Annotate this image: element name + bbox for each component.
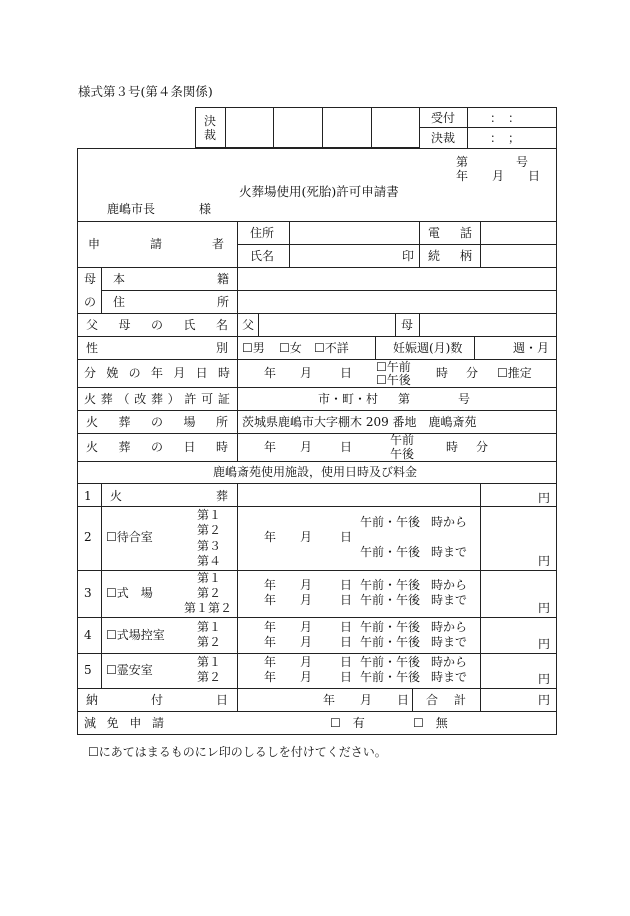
- facilities-header: 鹿嶋斎苑使用施設，使用日時及び料金: [213, 465, 418, 479]
- facility-month: 月: [300, 635, 313, 649]
- number-label: 第 号: [456, 155, 529, 169]
- facility-until: 時まで: [431, 593, 468, 607]
- facility-slot: 第４: [197, 554, 222, 568]
- facility-slot: 第２: [197, 523, 222, 537]
- facility-ampm: 午前・午後: [360, 593, 421, 607]
- datetime-am: 午前: [390, 433, 415, 447]
- honorific: 様: [199, 202, 212, 216]
- place-value: 茨城県鹿嶋市大字棚木 209 番地 鹿嶋斎苑: [242, 415, 477, 429]
- facility-from: 時から: [431, 620, 468, 634]
- total-label: 合 計: [426, 693, 466, 707]
- facility-day: 日: [340, 620, 353, 634]
- delivery-label: 分 娩 の 年 月 日 時: [84, 366, 230, 380]
- facility-day: 日: [340, 635, 353, 649]
- facility-year: 年: [264, 530, 277, 544]
- facility-ampm: 午前・午後: [360, 545, 421, 559]
- facility-slot: 第２: [197, 635, 222, 649]
- facility-no: 3: [84, 586, 92, 600]
- delivery-am: ☐午前: [376, 360, 411, 374]
- facility-year: 年: [264, 578, 277, 592]
- delivery-month: 月: [300, 366, 313, 380]
- phone-label: 電 話: [428, 226, 472, 240]
- mother-label-1: 母: [84, 272, 97, 286]
- received-label: 受付: [431, 111, 456, 125]
- facility-fee-currency: 円: [538, 601, 551, 615]
- datetime-day: 日: [340, 440, 353, 454]
- facility-month: 月: [300, 578, 313, 592]
- facility-year: 年: [264, 655, 277, 669]
- delivery-estimated: ☐推定: [497, 366, 532, 380]
- name-label: 氏名: [250, 249, 275, 263]
- weeks-months: 週・月: [513, 341, 550, 355]
- form-title: 火葬場使用(死胎)許可申請書: [239, 184, 399, 199]
- mother-name-label: 母: [401, 318, 414, 332]
- delivery-year: 年: [264, 366, 277, 380]
- delivery-hour: 時: [436, 366, 449, 380]
- decided-time: ： ；: [490, 131, 521, 145]
- facility-ampm: 午前・午後: [360, 620, 421, 634]
- facility-from: 時から: [431, 655, 468, 669]
- facility-until: 時まで: [431, 545, 468, 559]
- address-label: 住所: [250, 226, 275, 240]
- decided-label: 決裁: [431, 131, 456, 145]
- seal-mark: 印: [402, 249, 415, 263]
- facility-ampm: 午前・午後: [360, 515, 421, 529]
- delivery-minute: 分: [466, 366, 479, 380]
- sex-female: ☐女: [279, 341, 302, 355]
- facility-year: 年: [264, 620, 277, 634]
- footnote: ☐にあてはまるものにレ印のしるしを付けてください。: [88, 745, 387, 759]
- datetime-label: 火 葬 の 日 時: [86, 440, 228, 454]
- facility-ampm: 午前・午後: [360, 670, 421, 684]
- facility-slot: 第１: [197, 620, 222, 634]
- permit-number: 第 号: [398, 392, 471, 406]
- approval-label: 決裁: [204, 114, 217, 142]
- gestation-label: 妊娠週(月)数: [393, 341, 463, 355]
- facility-day: 日: [340, 530, 353, 544]
- delivery-pm: ☐午後: [376, 373, 411, 387]
- facility-slot: 第２: [197, 670, 222, 684]
- facility-until: 時まで: [431, 635, 468, 649]
- facility-day: 日: [340, 578, 353, 592]
- datetime-pm: 午後: [390, 447, 415, 461]
- total-currency: 円: [538, 693, 551, 707]
- facility-name-cremation: 火 葬: [110, 489, 228, 503]
- permit-municipality: 市・町・村: [318, 392, 379, 406]
- date-label: 年 月 日: [456, 169, 541, 183]
- delivery-day: 日: [340, 366, 353, 380]
- relation-label: 続 柄: [428, 249, 472, 263]
- exemption-yes: ☐ 有: [330, 716, 365, 730]
- domicile-label: 本 籍: [113, 272, 229, 286]
- facility-slot: 第１: [197, 571, 222, 585]
- facility-day: 日: [340, 593, 353, 607]
- datetime-year: 年: [264, 440, 277, 454]
- facility-no: 5: [84, 663, 92, 677]
- parents-name-label: 父 母 の 氏 名: [86, 318, 228, 332]
- exemption-label: 減 免 申 請: [84, 716, 164, 730]
- facility-fee-currency: 円: [538, 637, 551, 651]
- mother-address-label: 住 所: [113, 295, 229, 309]
- payment-month: 月: [360, 693, 373, 707]
- received-time: ： ：: [490, 111, 521, 125]
- facility-name-ceremony-waiting-room: ☐式場控室: [106, 628, 165, 642]
- facility-month: 月: [300, 620, 313, 634]
- facility-slot: 第３: [197, 539, 222, 553]
- mother-label-2: の: [84, 295, 97, 309]
- permit-label: 火 葬 （ 改 葬 ） 許 可 証: [84, 392, 230, 406]
- sex-male: ☐男: [242, 341, 265, 355]
- datetime-minute: 分: [476, 440, 489, 454]
- facility-no: 4: [84, 628, 92, 642]
- facility-no: 2: [84, 530, 92, 544]
- addressee: 鹿嶋市長: [107, 202, 156, 216]
- facility-day: 日: [340, 655, 353, 669]
- facility-name-ceremony-hall: ☐式 場: [106, 586, 153, 600]
- facility-slot: 第１: [197, 655, 222, 669]
- facility-fee-currency: 円: [538, 672, 551, 686]
- sex-unknown: ☐不詳: [314, 341, 349, 355]
- facility-slot: 第１第２: [184, 601, 233, 615]
- payment-year: 年: [323, 693, 336, 707]
- facility-slot: 第２: [197, 586, 222, 600]
- facility-ampm: 午前・午後: [360, 635, 421, 649]
- facility-name-waiting-room: ☐待合室: [106, 530, 153, 544]
- payment-day: 日: [397, 693, 410, 707]
- facility-until: 時まで: [431, 670, 468, 684]
- facility-year: 年: [264, 635, 277, 649]
- datetime-hour: 時: [446, 440, 459, 454]
- place-label: 火 葬 の 場 所: [86, 415, 228, 429]
- facility-month: 月: [300, 593, 313, 607]
- facility-from: 時から: [431, 515, 468, 529]
- facility-from: 時から: [431, 578, 468, 592]
- sex-label: 性 別: [86, 341, 228, 355]
- facility-month: 月: [300, 655, 313, 669]
- facility-month: 月: [300, 670, 313, 684]
- datetime-month: 月: [300, 440, 313, 454]
- facility-year: 年: [264, 670, 277, 684]
- facility-no: 1: [84, 489, 92, 503]
- father-label: 父: [242, 318, 255, 332]
- facility-year: 年: [264, 593, 277, 607]
- facility-ampm: 午前・午後: [360, 578, 421, 592]
- facility-name-mortuary: ☐霊安室: [106, 663, 153, 677]
- facility-fee-currency: 円: [538, 491, 551, 505]
- form-number: 様式第３号(第４条関係): [78, 84, 213, 99]
- facility-slot: 第１: [197, 508, 222, 522]
- facility-fee-currency: 円: [538, 554, 551, 568]
- exemption-no: ☐ 無: [413, 716, 448, 730]
- facility-day: 日: [340, 670, 353, 684]
- facility-ampm: 午前・午後: [360, 655, 421, 669]
- facility-month: 月: [300, 530, 313, 544]
- payment-date-label: 納 付 日: [86, 693, 228, 707]
- applicant-label: 申 請 者: [88, 237, 224, 251]
